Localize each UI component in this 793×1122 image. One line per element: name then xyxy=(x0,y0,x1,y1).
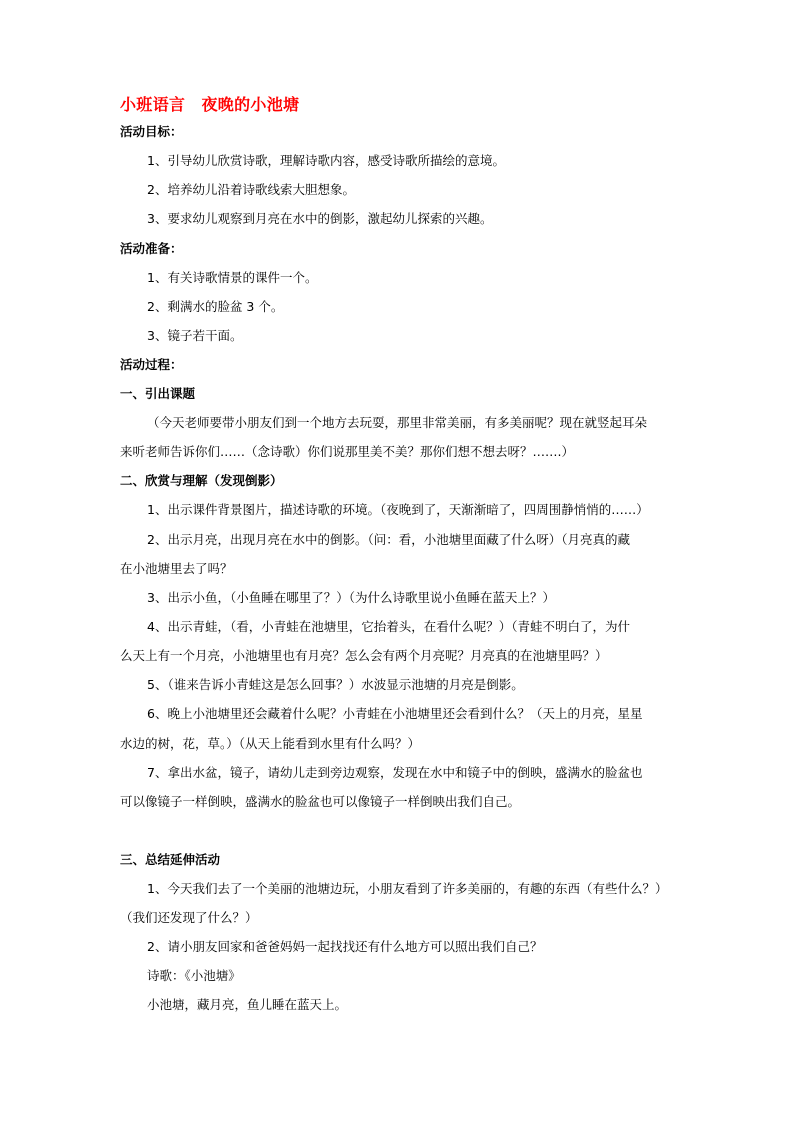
objective-item: 2、培养幼儿沿着诗歌线索大胆想象。 xyxy=(147,182,355,197)
summary-item: 1、今天我们去了一个美丽的池塘边玩，小朋友看到了许多美丽的，有趣的东西（有些什么？） xyxy=(147,881,668,896)
preparation-item: 3、镜子若干面。 xyxy=(147,328,243,343)
heading-preparation: 活动准备： xyxy=(120,241,183,256)
step-item-continued: 么天上有一个月亮，小池塘里也有月亮？怎么会有两个月亮呢？月亮真的在池塘里吗？） xyxy=(120,648,608,663)
paragraph-line: 来听老师告诉你们……（念诗歌）你们说那里美不美？那你们想不想去呀？…….） xyxy=(120,444,574,459)
section-heading-2: 二、欣赏与理解（发现倒影） xyxy=(120,473,283,488)
poem-title: 诗歌：《小池塘》 xyxy=(147,968,241,983)
paragraph-line: （今天老师要带小朋友们到一个地方去玩耍，那里非常美丽，有多美丽呢？现在就竖起耳朵 xyxy=(147,415,648,430)
document-title: 小班语言 夜晚的小池塘 xyxy=(120,95,300,114)
step-item: 4、出示青蛙，（看，小青蛙在池塘里，它抬着头，在看什么呢？）（青蛙不明白了，为什 xyxy=(147,619,630,634)
heading-process: 活动过程： xyxy=(120,357,183,372)
summary-item: 2、请小朋友回家和爸爸妈妈一起找找还有什么地方可以照出我们自己？ xyxy=(147,939,543,954)
heading-objectives: 活动目标： xyxy=(120,124,183,139)
summary-item-continued: （我们还发现了什么？） xyxy=(120,910,258,925)
section-heading-1: 一、引出课题 xyxy=(120,386,196,401)
step-item: 3、出示小鱼，（小鱼睡在哪里了？）（为什么诗歌里说小鱼睡在蓝天上？） xyxy=(147,590,555,605)
step-item-continued: 在小池塘里去了吗？ xyxy=(120,561,233,576)
step-item: 7、拿出水盆，镜子，请幼儿走到旁边观察，发现在水中和镜子中的倒映，盛满水的脸盆也 xyxy=(147,765,643,780)
step-item: 1、出示课件背景图片，描述诗歌的环境。（夜晚到了，天渐渐暗了，四周围静悄悄的……） xyxy=(147,502,649,517)
step-item: 2、出示月亮，出现月亮在水中的倒影。（问：看，小池塘里面藏了什么呀）（月亮真的藏 xyxy=(147,532,630,547)
step-item: 5、（谁来告诉小青蛙这是怎么回事？）水波显示池塘的月亮是倒影。 xyxy=(147,677,524,692)
step-item-continued: 水边的树，花，草。）（从天上能看到水里有什么吗？） xyxy=(120,736,421,751)
section-heading-3: 三、总结延伸活动 xyxy=(120,852,221,867)
objective-item: 3、要求幼儿观察到月亮在水中的倒影，激起幼儿探索的兴趣。 xyxy=(147,211,493,226)
step-item-continued: 可以像镜子一样倒映，盛满水的脸盆也可以像镜子一样倒映出我们自己。 xyxy=(120,794,521,809)
step-item: 6、晚上小池塘里还会藏着什么呢？小青蛙在小池塘里还会看到什么？（天上的月亮，星星 xyxy=(147,706,643,721)
poem-line: 小池塘，藏月亮，鱼儿睡在蓝天上。 xyxy=(147,997,348,1012)
preparation-item: 1、有关诗歌情景的课件一个。 xyxy=(147,270,318,285)
objective-item: 1、引导幼儿欣赏诗歌，理解诗歌内容，感受诗歌所描绘的意境。 xyxy=(147,153,505,168)
preparation-item: 2、剩满水的脸盆 3 个。 xyxy=(147,299,284,314)
